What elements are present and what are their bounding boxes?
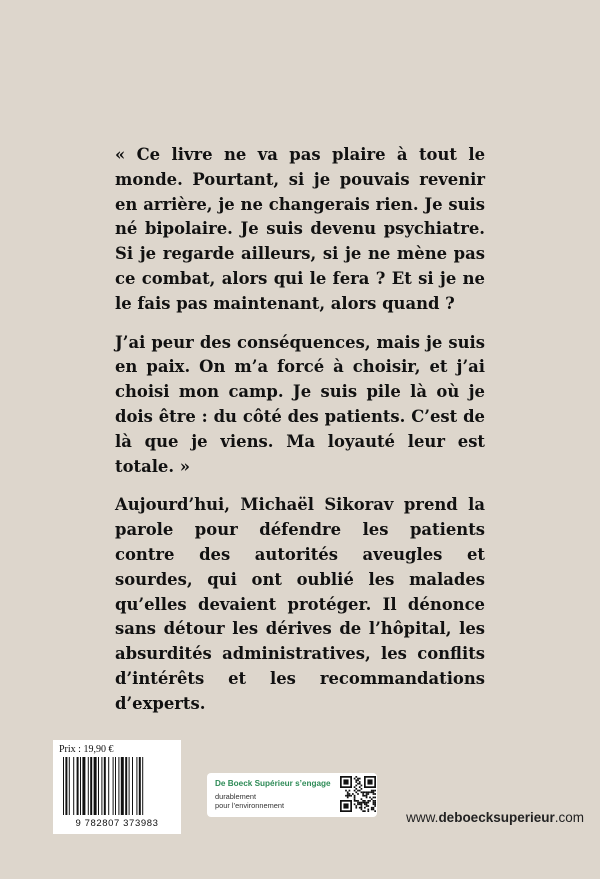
engage-line-1: durablement xyxy=(215,792,257,801)
engage-line-2: pour l’environnement xyxy=(215,801,285,810)
engage-title: De Boeck Supérieur s’engage xyxy=(215,779,331,788)
barcode-icon xyxy=(63,757,173,815)
qr-code-icon xyxy=(340,776,376,812)
price-label: Prix : 19,90 € xyxy=(59,744,114,755)
isbn-number: 9 782807 373983 xyxy=(75,818,159,829)
blurb-paragraph-3: Aujourd’hui, Michaël Sikorav prend la parole pour défendre les patients contre des autorités aveugles et sourdes, qui ont oublié les malades qu’elles devaient protéger. Il dénonce sans détour les dérives de l’hôpital, les absurdités administratives, les conflits d’intérêts et les recommandations d’experts. xyxy=(115,495,485,713)
blurb-paragraph-1: « Ce livre ne va pas plaire à tout le monde. Pourtant, si je pouvais revenir en arrière, je ne changerais rien. Je suis né bipolaire. Je suis devenu psychiatre. Si je regarde ailleurs, si je ne mène pas ce combat, alors qui le fera ? Et si je ne le fais pas maintenant, alors quand ? xyxy=(115,145,485,313)
blurb-paragraph-2: J’ai peur des conséquences, mais je suis en paix. On m’a forcé à choisir, et j’ai choisi mon camp. Je suis pile là où je dois être : du côté des patients. C’est de là que je viens. Ma loyauté leur est totale. » xyxy=(115,332,485,476)
barcode-panel xyxy=(53,740,181,834)
back-cover-blurb xyxy=(115,143,485,731)
environment-badge xyxy=(207,773,377,817)
engage-subtitle xyxy=(215,792,325,810)
url-prefix: www. xyxy=(406,810,439,825)
url-brand: deboecksuperieur xyxy=(438,810,555,825)
publisher-url xyxy=(406,810,584,825)
url-suffix: .com xyxy=(554,810,584,825)
